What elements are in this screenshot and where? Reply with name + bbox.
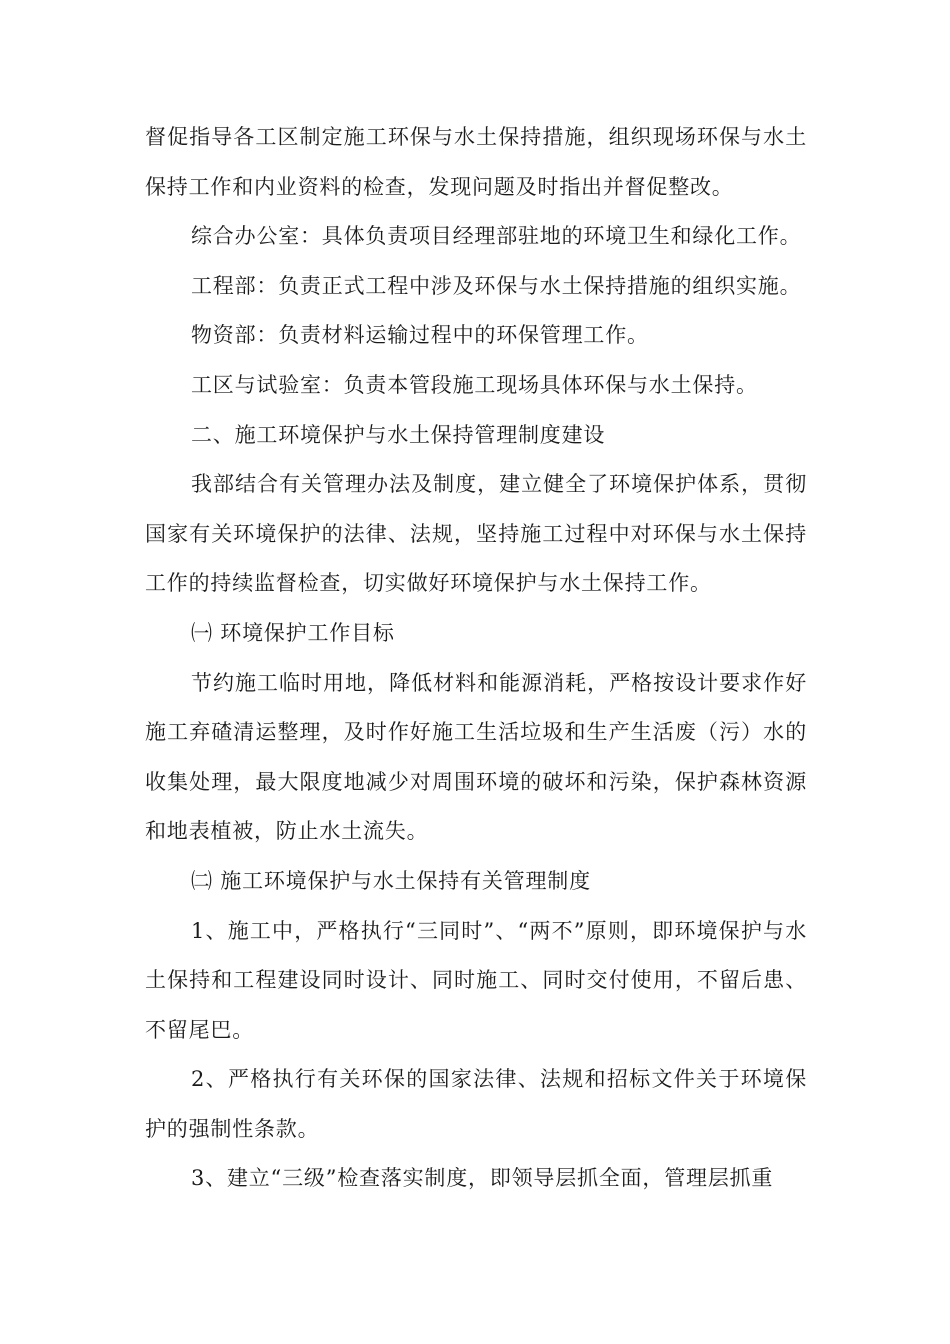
paragraph-4: 物资部：负责材料运输过程中的环保管理工作。 xyxy=(191,323,649,348)
list-item-1: 1、施工中，严格执行“三同时”、“两不”原则，即环境保护与水土保持和工程建设同时设计、同时施工、同时交付使用，不留后患、不留尾巴。 xyxy=(145,918,807,1042)
list-item-3: 3、建立“三级”检查落实制度，即领导层抓全面，管理层抓重 xyxy=(191,1166,774,1191)
section-heading-2: 二、施工环境保护与水土保持管理制度建设 xyxy=(191,422,606,447)
paragraph-5: 工区与试验室：负责本管段施工现场具体环保与水土保持。 xyxy=(191,372,758,397)
paragraph-9: 节约施工临时用地，降低材料和能源消耗，严格按设计要求作好施工弃碴清运整理，及时作好施工生活垃圾和生产生活废（污）水的收集处理，最大限度地减少对周围环境的破坏和污染，保护森林资源和地表植被，防止水土流失。 xyxy=(145,670,807,844)
paragraph-3: 工程部：负责正式工程中涉及环保与水土保持措施的组织实施。 xyxy=(191,273,802,298)
subsection-heading-1: ㈠ 环境保护工作目标 xyxy=(191,620,395,645)
document-body xyxy=(145,113,807,1204)
subsection-heading-2: ㈡ 施工环境保护与水土保持有关管理制度 xyxy=(191,868,591,893)
paragraph-2: 综合办公室：具体负责项目经理部驻地的环境卫生和绿化工作。 xyxy=(191,224,802,249)
paragraph-1: 督促指导各工区制定施工环保与水土保持措施，组织现场环保与水土保持工作和内业资料的检查，发现问题及时指出并督促整改。 xyxy=(145,125,807,199)
paragraph-7: 我部结合有关管理办法及制度，建立健全了环境保护体系，贯彻国家有关环境保护的法律、法规，坚持施工过程中对环保与水土保持工作的持续监督检查，切实做好环境保护与水土保持工作。 xyxy=(145,472,807,596)
list-item-2: 2、严格执行有关环保的国家法律、法规和招标文件关于环境保护的强制性条款。 xyxy=(145,1067,807,1141)
